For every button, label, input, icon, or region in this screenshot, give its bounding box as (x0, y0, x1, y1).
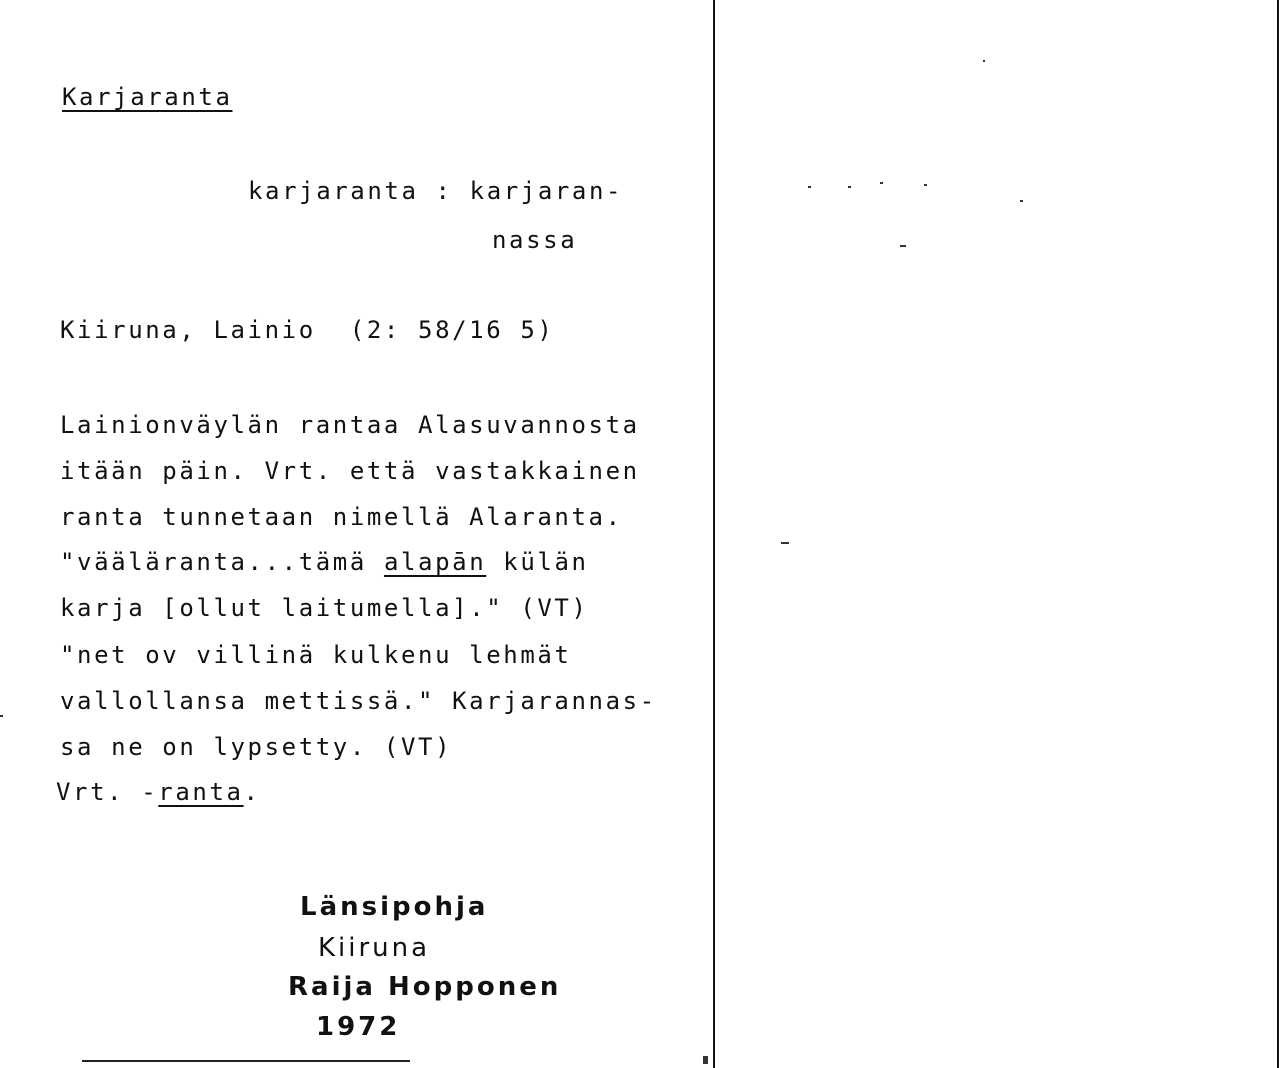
source-reference: Kiiruna, Lainio (2: 58/16 5) (60, 316, 555, 344)
scan-speck (808, 186, 811, 188)
vrt-text: Vrt. - (56, 778, 159, 806)
scan-speck (983, 60, 985, 62)
scan-speck (848, 186, 851, 188)
vt-marker: ." (VT) (469, 594, 589, 622)
body-line-7: vallollansa mettissä." Karjarannas- (60, 687, 657, 715)
scan-speck (703, 1056, 708, 1064)
underlined-ala: ala (383, 548, 436, 576)
body-line-9 (56, 777, 261, 807)
headword: Karjaranta (62, 83, 233, 111)
final-period: . (243, 778, 261, 806)
scan-speck (924, 184, 927, 186)
card-center-rule (713, 0, 715, 1068)
body-line-8: sa ne on lypsetty. (VT) (60, 733, 453, 761)
scan-speck (1020, 200, 1023, 202)
footer-collector: Raija Hopponen (288, 972, 562, 1002)
card-right-rule (1277, 0, 1279, 1068)
body-line-4 (60, 547, 589, 577)
footer-year: 1972 (316, 1012, 401, 1042)
karja-text: karja (60, 594, 163, 622)
body-line-6: "net ov villinä kulkenu lehmät (60, 641, 572, 669)
scan-speck (781, 542, 789, 544)
footer-region: Länsipohja (300, 892, 489, 922)
scan-speck (880, 182, 883, 184)
bracketed-insertion: [ollut laitumella] (162, 594, 470, 622)
cross-reference-ranta: ranta (158, 778, 244, 806)
bottom-rule (82, 1060, 410, 1062)
scan-speck (900, 245, 906, 247)
body-line-5 (60, 593, 589, 623)
quote-text-post: külän (486, 548, 589, 576)
body-line-1: Lainionväylän rantaa Alasuvannosta (60, 411, 640, 439)
underlined-pan: pān (435, 548, 487, 576)
footer-place: Kiiruna (318, 933, 431, 963)
quote-text-pre: "vääläranta...tämä (60, 548, 384, 576)
body-line-2: itään päin. Vrt. että vastakkainen (60, 457, 640, 485)
scan-speck (0, 715, 3, 717)
forms-line-1: karjaranta : karjaran- (248, 177, 624, 205)
body-line-3: ranta tunnetaan nimellä Alaranta. (60, 503, 623, 531)
forms-line-2: nassa (492, 226, 578, 254)
